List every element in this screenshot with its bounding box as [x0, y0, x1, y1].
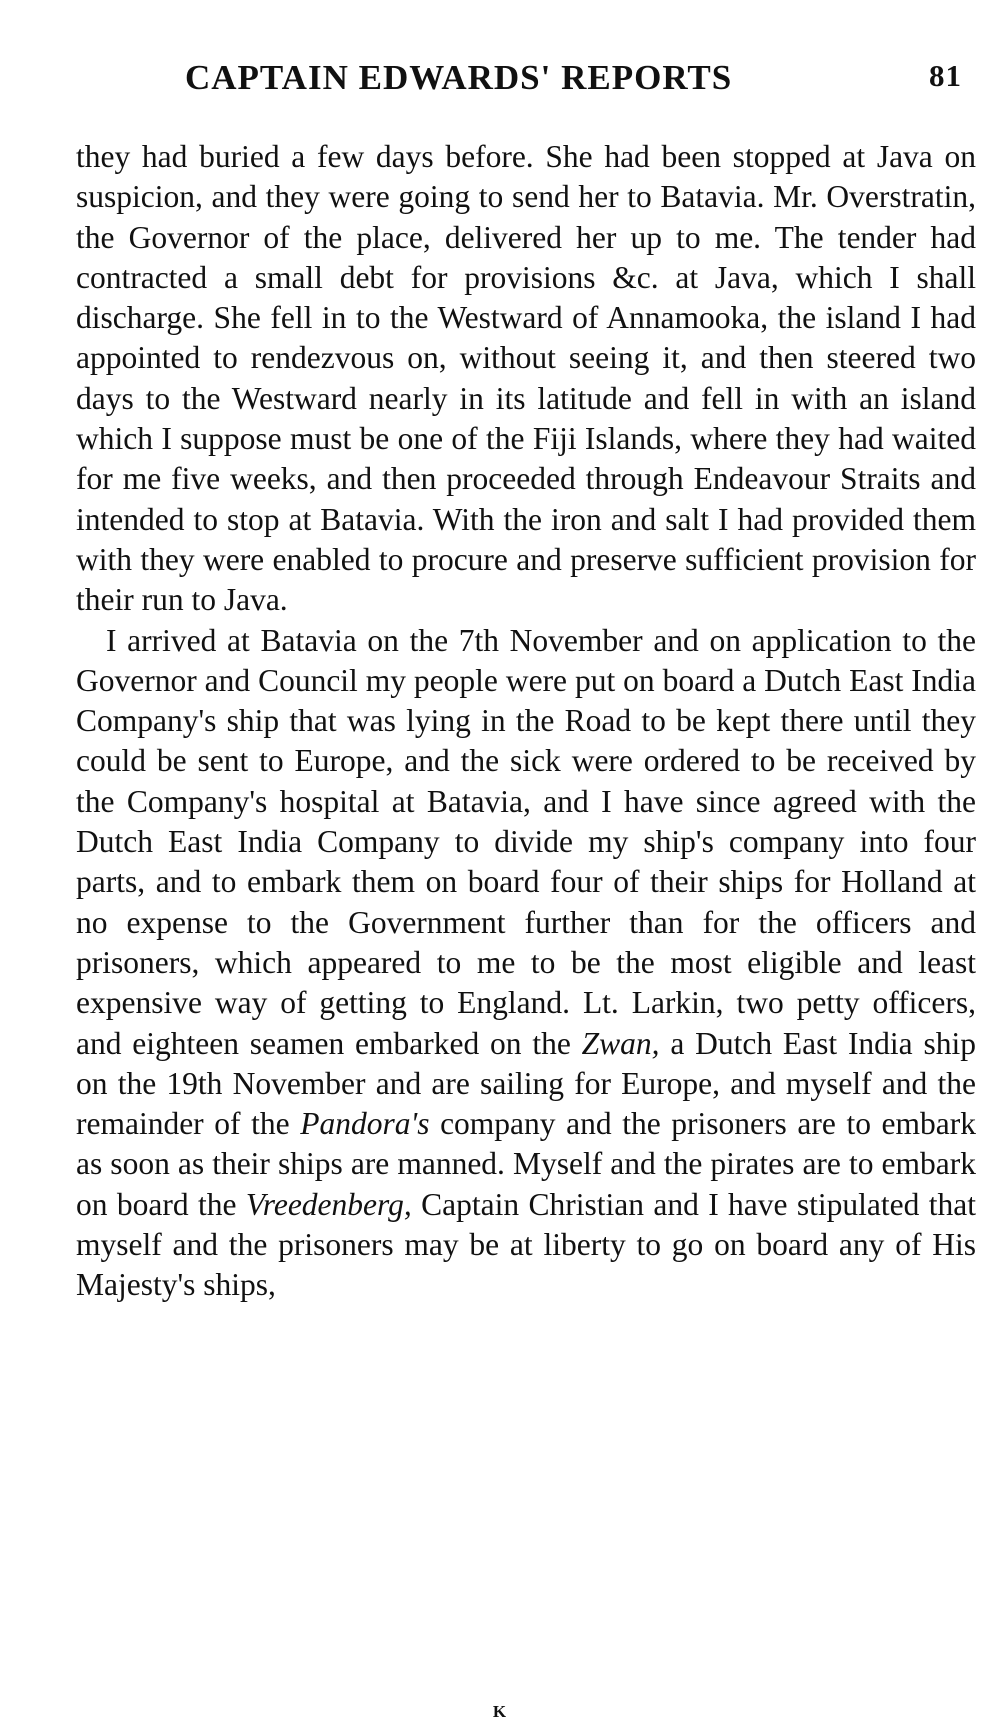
- paragraph-1-text: they had buried a few days before. She had been stopped at Java on suspicion, and they were going to send her to Batavia. Mr. Overstratin, the Governor of the place, delivered her up to me. The tender had contracted a small debt for provisions &c. at Java, which I shall discharge. She fell in to the Westward of Annamooka, the island I had appointed to rendezvous on, without seeing it, and then steered two days to the Westward nearly in its latitude and fell in with an island which I suppose must be one of the Fiji Islands, where they had waited for me five weeks, and then proceeded through Endeavour Straits and intended to stop at Batavia. With the iron and salt I had provided them with they were enabled to procure and preserve sufficient provision for their run to Java.: [76, 139, 976, 618]
- paragraph-2-text-2: a Dutch East India ship on the 19th November and are sailing for Europe, and myself and the remainder of the: [76, 1025, 976, 1142]
- paragraph-1: [76, 137, 976, 621]
- signature-mark: K: [492, 1702, 508, 1721]
- body-text: [76, 137, 976, 1306]
- running-head: [76, 58, 976, 118]
- paragraph-2-text-4: Captain Christian and I have stipulated that myself and the prisoners may be at liberty to go on board any of His Majesty's ships,: [76, 1186, 976, 1303]
- page-number: 81: [929, 58, 962, 93]
- paragraph-2-text-1: I arrived at Batavia on the 7th November and on application to the Governor and Council my people were put on board a Dutch East India Company's ship that was lying in the Road to be kept there until they could be sent to Europe, and the sick were ordered to be received by the Company's hospital at Batavia, and I have since agreed with the Dutch East India Company to divide my ship's company into four parts, and to embark them on board four of their ships for Holland at no expense to the Government further than for the officers and prisoners, which appeared to me to be the most eligible and least expensive way of getting to England. Lt. Larkin, two petty officers, and eighteen seamen embarked on the: [76, 622, 976, 1061]
- paragraph-2: [76, 621, 976, 1306]
- ship-name-zwan: Zwan,: [581, 1025, 660, 1061]
- ship-name-pandora: Pandora's: [300, 1106, 430, 1142]
- ship-name-vreedenberg: Vreedenberg,: [245, 1186, 412, 1222]
- running-title: CAPTAIN EDWARDS' REPORTS: [185, 58, 733, 97]
- paragraph-2-text-3: company and the prisoners are to embark as soon as their ships are manned. Myself and the pirates are to embark on board the: [76, 1106, 976, 1222]
